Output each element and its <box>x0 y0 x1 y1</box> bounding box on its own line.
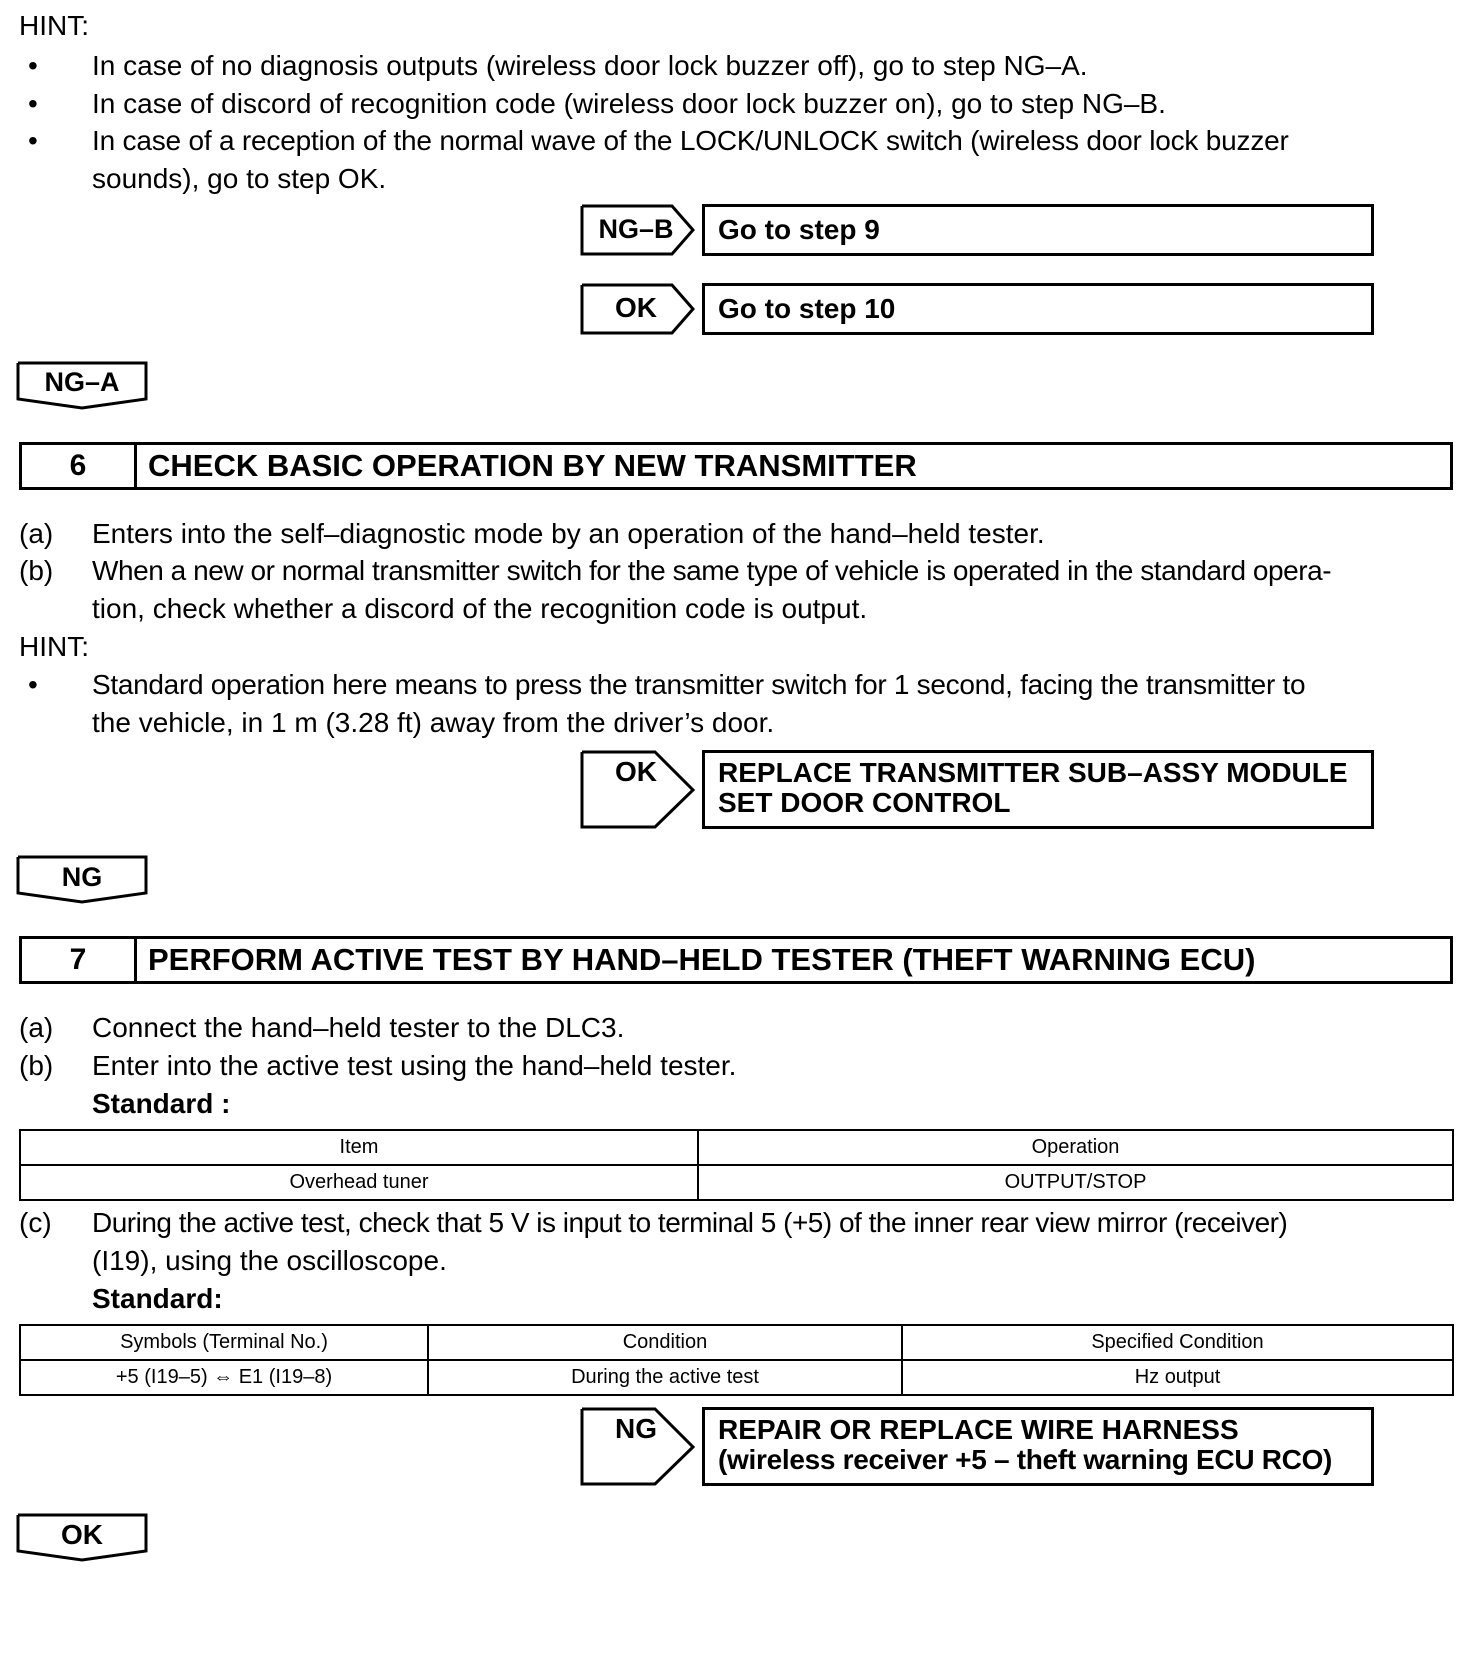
step-6-number: 6 <box>22 445 137 487</box>
step-6-title: CHECK BASIC OPERATION BY NEW TRANSMITTER <box>148 448 917 483</box>
table-row <box>20 1360 1453 1395</box>
bullet-symbol: • <box>28 88 38 119</box>
ok-tag: OK <box>615 292 657 323</box>
table-cell: Overhead tuner <box>20 1165 698 1200</box>
step-6-item-a: Enters into the self–diagnostic mode by an operation of the hand–held tester. <box>92 518 1045 549</box>
ng-b-tag: NG–B <box>598 214 674 244</box>
ok-tag: OK <box>615 756 657 787</box>
bullet-symbol: • <box>28 50 38 81</box>
hint-bullet-2: In case of discord of recognition code (wireless door lock buzzer on), go to step NG–B. <box>92 88 1166 119</box>
step-7-item-a: Connect the hand–held tester to the DLC3. <box>92 1012 625 1043</box>
step-7-item-c: During the active test, check that 5 V is input to terminal 5 (+5) of the inner rear view mirror (receiver) <box>92 1207 1288 1238</box>
hint-bullet-3: In case of a reception of the normal wave of the LOCK/UNLOCK switch (wireless door lock buzzer <box>92 125 1289 156</box>
ok-label: OK <box>61 1519 103 1550</box>
step-7-number: 7 <box>22 939 137 981</box>
hint-bullet-1: In case of no diagnosis outputs (wireless door lock buzzer off), go to step NG–A. <box>92 50 1088 81</box>
table-header-cell: Condition <box>428 1325 902 1360</box>
table-header-row <box>20 1130 1453 1165</box>
ng-tag: NG <box>615 1413 657 1444</box>
table-cell: OUTPUT/STOP <box>698 1165 1453 1200</box>
hint-bullet-3-cont: sounds), go to step OK. <box>92 163 387 194</box>
bullet-symbol: • <box>28 125 38 156</box>
hint-label: HINT: <box>19 10 89 41</box>
standard-table-2 <box>19 1324 1454 1396</box>
step-6-hint: Standard operation here means to press the transmitter switch for 1 second, facing the transmitter to <box>92 669 1306 700</box>
standard-label-1: Standard : <box>92 1088 231 1119</box>
step-7-item-c-label: (c) <box>19 1207 52 1238</box>
go-to-step-10-box <box>702 283 1374 335</box>
standard-table-1 <box>19 1129 1454 1201</box>
step-7-item-b-label: (b) <box>19 1050 54 1081</box>
table-cell: +5 (I19–5) ⇔ E1 (I19–8) <box>20 1360 428 1395</box>
step-7-item-a-label: (a) <box>19 1012 54 1043</box>
go-to-step-9-box <box>702 204 1374 256</box>
go-to-step-10-text: Go to step 10 <box>718 293 896 324</box>
step-6-item-b-cont: tion, check whether a discord of the recognition code is output. <box>92 593 868 624</box>
go-to-step-9-text: Go to step 9 <box>718 214 880 245</box>
step-6-item-b-label: (b) <box>19 555 54 586</box>
step-6-item-b: When a new or normal transmitter switch for the same type of vehicle is operated in the standard opera- <box>92 555 1332 586</box>
step-6-hint-cont: the vehicle, in 1 m (3.28 ft) away from the driver’s door. <box>92 707 775 738</box>
repair-wire-harness-line-1: REPAIR OR REPLACE WIRE HARNESS <box>718 1414 1239 1445</box>
repair-wire-harness-line-2: (wireless receiver +5 – theft warning ECU RCO) <box>718 1444 1333 1475</box>
table-header-cell: Item <box>20 1130 698 1165</box>
replace-transmitter-line-1: REPLACE TRANSMITTER SUB–ASSY MODULE <box>718 757 1348 788</box>
standard-label-2: Standard: <box>92 1283 223 1314</box>
table-cell: Hz output <box>902 1360 1453 1395</box>
hint-label: HINT: <box>19 631 89 662</box>
step-7-title: PERFORM ACTIVE TEST BY HAND–HELD TESTER (THEFT WARNING ECU) <box>148 942 1256 977</box>
step-6-item-a-label: (a) <box>19 518 54 549</box>
table-row <box>20 1165 1453 1200</box>
table-header-cell: Symbols (Terminal No.) <box>20 1325 428 1360</box>
ng-label: NG <box>61 862 103 892</box>
step-7-header <box>19 936 1453 984</box>
bullet-symbol: • <box>28 669 38 700</box>
replace-transmitter-box <box>702 750 1374 829</box>
step-7-item-b: Enter into the active test using the hand–held tester. <box>92 1050 737 1081</box>
replace-transmitter-line-2: SET DOOR CONTROL <box>718 787 1011 818</box>
table-cell: During the active test <box>428 1360 902 1395</box>
repair-wire-harness-box <box>702 1407 1374 1486</box>
table-header-row <box>20 1325 1453 1360</box>
table-header-cell: Operation <box>698 1130 1453 1165</box>
step-7-item-c-cont: (I19), using the oscilloscope. <box>92 1245 447 1276</box>
table-header-cell: Specified Condition <box>902 1325 1453 1360</box>
ng-a-label: NG–A <box>44 367 120 397</box>
step-6-header <box>19 442 1453 490</box>
